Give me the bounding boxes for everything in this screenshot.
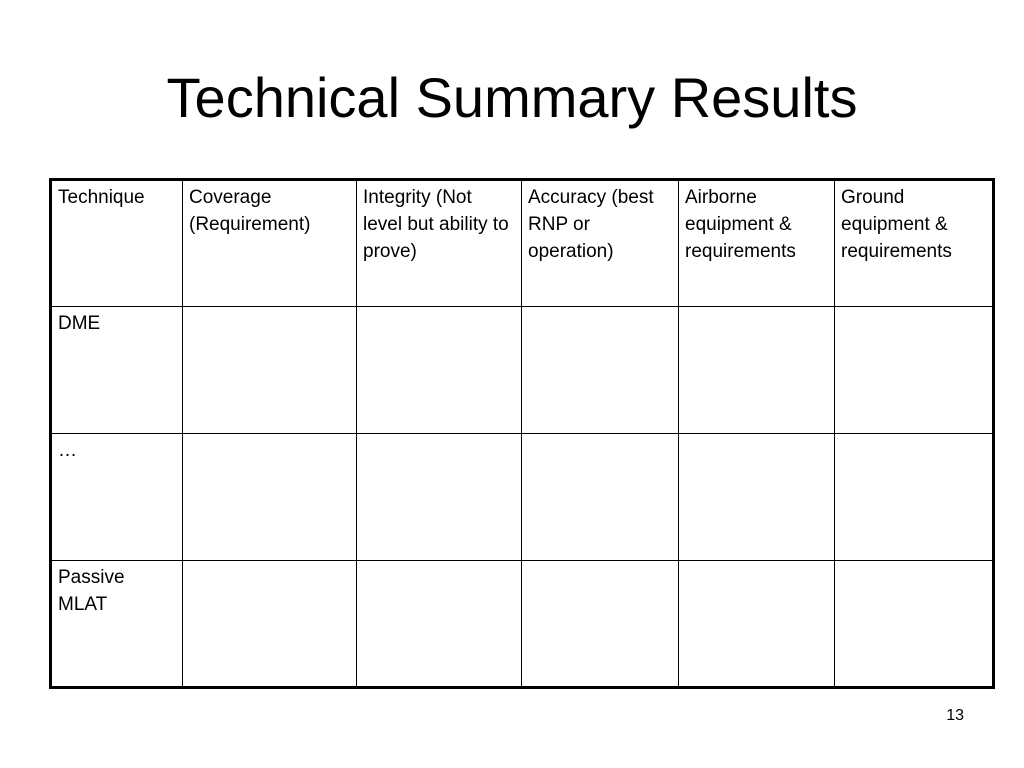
header-technique: Technique [51, 180, 183, 307]
table-cell [522, 561, 679, 688]
table-row [51, 434, 994, 561]
table-cell: Passive MLAT [51, 561, 183, 688]
slide-title: Technical Summary Results [166, 66, 858, 129]
table-cell [183, 307, 357, 434]
table-cell [835, 307, 994, 434]
table-cell: … [51, 434, 183, 561]
table-cell [679, 307, 835, 434]
table-cell [679, 434, 835, 561]
header-coverage: Coverage (Requirement) [183, 180, 357, 307]
page-number: 13 [946, 707, 964, 724]
header-accuracy: Accuracy (best RNP or operation) [522, 180, 679, 307]
table-header-row [51, 180, 994, 307]
table-cell [835, 434, 994, 561]
table-cell [357, 434, 522, 561]
summary-table [49, 178, 995, 689]
table-cell [522, 307, 679, 434]
header-ground-equipment: Ground equipment & requirements [835, 180, 994, 307]
table-cell [522, 434, 679, 561]
table-row [51, 307, 994, 434]
table-cell [357, 307, 522, 434]
table-cell [183, 561, 357, 688]
table-cell [679, 561, 835, 688]
table-cell [357, 561, 522, 688]
table-cell [183, 434, 357, 561]
table-cell: DME [51, 307, 183, 434]
header-airborne-equipment: Airborne equipment & requirements [679, 180, 835, 307]
table-cell [835, 561, 994, 688]
header-integrity: Integrity (Not level but ability to prove) [357, 180, 522, 307]
table-row [51, 561, 994, 688]
